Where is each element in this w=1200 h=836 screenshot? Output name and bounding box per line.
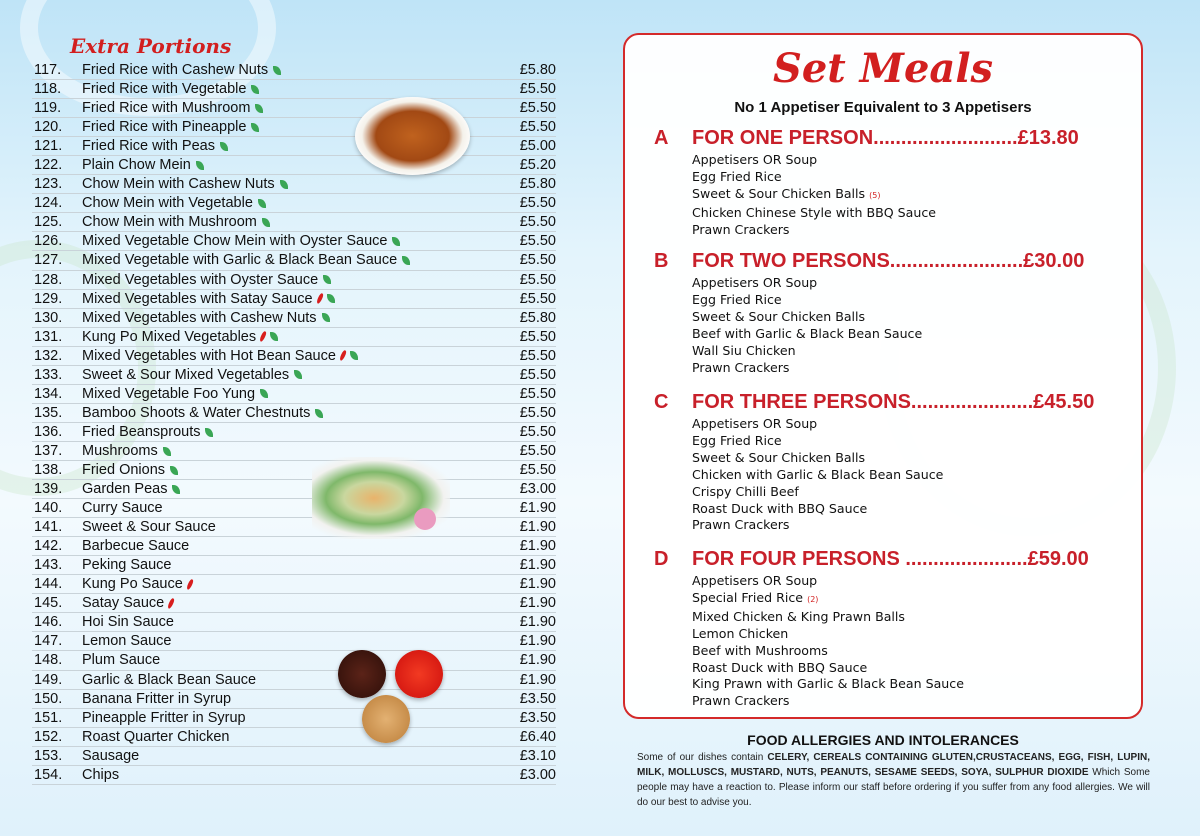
- item-number: 150.: [34, 690, 63, 707]
- menu-item-row: [32, 766, 556, 785]
- item-price: £1.90: [519, 652, 556, 669]
- item-price: £3.00: [519, 766, 556, 783]
- item-price: £1.90: [519, 633, 556, 650]
- item-name: [82, 710, 512, 726]
- item-name: [82, 348, 512, 364]
- meal-item-text: Special Fried Rice: [692, 589, 804, 605]
- item-name-text: Fried Beansprouts: [82, 423, 201, 440]
- item-name: [82, 748, 512, 764]
- leaf-icon: [170, 466, 178, 475]
- menu-item-row: [32, 461, 556, 480]
- leaf-icon: [196, 161, 204, 170]
- meal-letter: D: [654, 548, 669, 570]
- item-name: [82, 424, 512, 440]
- menu-item-row: [32, 499, 556, 518]
- menu-item-row: [32, 175, 556, 194]
- item-number: 128.: [34, 271, 63, 288]
- item-name: [82, 272, 512, 288]
- item-number: 138.: [34, 462, 63, 478]
- meal-heading: FOR FOUR PERSONS ......................£59.00: [692, 548, 1089, 570]
- menu-item-row: [32, 632, 556, 651]
- menu-item-row: [32, 747, 556, 766]
- meal-item: [692, 169, 936, 186]
- item-name-text: Mixed Vegetable Chow Mein with Oyster Sauce: [82, 233, 388, 250]
- meal-heading: FOR TWO PERSONS........................£30.00: [692, 250, 1085, 272]
- item-price: £5.50: [519, 195, 556, 212]
- item-number: 132.: [34, 347, 63, 364]
- meal-item-text: Appetisers OR Soup: [692, 152, 818, 167]
- item-name: [82, 767, 512, 783]
- item-number: 149.: [34, 671, 63, 688]
- meal-item-text: Chicken with Garlic & Black Bean Sauce: [692, 466, 944, 482]
- extra-portions-title: Extra Portions: [70, 34, 232, 58]
- item-name: [82, 81, 512, 97]
- item-name-text: Mixed Vegetables with Satay Sauce: [82, 290, 313, 307]
- item-name: [82, 557, 512, 573]
- leaf-icon: [262, 218, 270, 227]
- menu-item-row: [32, 137, 556, 156]
- meal-item-text: King Prawn with Garlic & Black Bean Sauce: [692, 676, 964, 692]
- menu-item-row: [32, 575, 556, 594]
- meal-item-text: Mixed Chicken & King Prawn Balls: [692, 608, 905, 624]
- menu-item-row: [32, 480, 556, 499]
- item-number: 129.: [34, 290, 63, 307]
- item-name-text: Fried Rice with Peas: [82, 138, 215, 155]
- item-name: [82, 386, 512, 402]
- item-name-text: Mixed Vegetables with Hot Bean Sauce: [82, 347, 336, 364]
- meal-item: [692, 590, 964, 609]
- menu-item-row: [32, 613, 556, 632]
- item-number: 118.: [34, 81, 62, 98]
- meal-item-text: Prawn Crackers: [692, 359, 790, 375]
- item-name: [82, 310, 512, 326]
- sweet-sour-sauce-photo: [395, 650, 443, 698]
- item-name-text: Mixed Vegetable with Garlic & Black Bean Sauce: [82, 252, 398, 269]
- item-name-text: Sweet & Sour Mixed Vegetables: [82, 366, 290, 383]
- item-number: 144.: [34, 576, 63, 593]
- menu-item-row: [32, 61, 556, 80]
- item-number: 126.: [34, 233, 63, 250]
- menu-item-row: [32, 518, 556, 537]
- meal-item: [692, 450, 943, 467]
- item-name-text: Mixed Vegetables with Cashew Nuts: [82, 309, 317, 326]
- item-price: £1.90: [519, 671, 556, 688]
- garnish-flower-photo: [414, 508, 436, 530]
- item-price: £1.90: [519, 595, 556, 612]
- item-price: £5.50: [519, 252, 556, 269]
- item-name-text: Fried Onions: [82, 462, 166, 478]
- menu-item-row: [32, 118, 556, 137]
- item-name-text: Roast Quarter Chicken: [82, 728, 230, 745]
- item-number: 122.: [34, 157, 63, 174]
- item-name-text: Lemon Sauce: [82, 633, 172, 650]
- meal-item-text: Lemon Chicken: [692, 625, 789, 641]
- item-name-text: Fried Rice with Cashew Nuts: [82, 62, 269, 79]
- leaf-icon: [315, 409, 323, 418]
- leaf-icon: [350, 351, 358, 360]
- menu-item-row: [32, 251, 556, 270]
- item-number: 131.: [34, 328, 63, 345]
- item-number: 130.: [34, 309, 63, 326]
- leaf-icon: [220, 142, 228, 151]
- leaf-icon: [392, 237, 400, 246]
- allergy-text-suffix: Which Some people may have a reaction to. Please inform our staff before ordering if you suffer from any food allergies. We will do our best to advise you.: [637, 767, 1150, 808]
- meal-heading: FOR ONE PERSON..........................£13.80: [692, 127, 1079, 149]
- item-price: £6.40: [519, 728, 556, 745]
- chow-mein-photo: [355, 97, 470, 175]
- item-number: 154.: [34, 766, 63, 783]
- leaf-icon: [402, 256, 410, 265]
- chilli-icon: [315, 293, 323, 305]
- extra-portions-list: [32, 61, 556, 785]
- item-name-text: Bamboo Shoots & Water Chestnuts: [82, 404, 311, 421]
- item-number: 124.: [34, 195, 63, 212]
- item-price: £5.50: [519, 100, 556, 117]
- item-number: 135.: [34, 404, 63, 421]
- item-name-text: Plum Sauce: [82, 652, 161, 669]
- item-name-text: Garlic & Black Bean Sauce: [82, 671, 257, 688]
- item-price: £1.90: [519, 519, 556, 536]
- item-name: [82, 672, 512, 688]
- meal-letter: A: [654, 127, 669, 149]
- item-name: [82, 405, 512, 421]
- meal-item: [692, 205, 936, 222]
- item-price: £5.50: [519, 366, 556, 383]
- item-name-text: Garden Peas: [82, 481, 168, 498]
- item-price: £3.00: [519, 481, 556, 498]
- item-name: [82, 62, 512, 78]
- meal-item-text: Crispy Chilli Beef: [692, 483, 799, 499]
- menu-item-row: [32, 194, 556, 213]
- meal-item-text: Prawn Crackers: [692, 693, 790, 709]
- item-name-text: Chow Mein with Cashew Nuts: [82, 176, 275, 193]
- item-name-text: Peking Sauce: [82, 557, 172, 574]
- meal-item: [692, 660, 964, 677]
- menu-item-row: [32, 99, 556, 118]
- menu-item-row: [32, 213, 556, 232]
- allergy-title: FOOD ALLERGIES AND INTOLERANCES: [747, 732, 1019, 748]
- item-price: £1.90: [519, 500, 556, 517]
- meal-item-text: Wall Siu Chicken: [692, 342, 796, 358]
- item-name-text: Plain Chow Mein: [82, 157, 191, 174]
- item-number: 120.: [34, 119, 63, 136]
- item-price: £5.80: [519, 62, 556, 79]
- leaf-icon: [273, 66, 281, 75]
- item-price: £5.50: [519, 81, 556, 98]
- item-name-text: Sweet & Sour Sauce: [82, 519, 216, 536]
- meal-item-text: Appetisers OR Soup: [692, 416, 818, 431]
- item-number: 121.: [34, 138, 63, 155]
- item-number: 151.: [34, 709, 63, 726]
- item-price: £5.50: [519, 385, 556, 402]
- item-price: £3.10: [519, 747, 556, 764]
- item-name: [82, 195, 512, 211]
- item-name-text: Satay Sauce: [82, 595, 165, 612]
- item-name: [82, 252, 512, 268]
- item-name-text: Fried Rice with Mushroom: [82, 100, 251, 117]
- meal-item: [692, 467, 943, 484]
- leaf-icon: [255, 104, 263, 113]
- item-number: 145.: [34, 595, 63, 612]
- meal-item: [692, 693, 964, 710]
- chilli-icon: [259, 331, 267, 343]
- item-price: £5.80: [519, 176, 556, 193]
- item-number: 141.: [34, 519, 63, 536]
- item-name-text: Mixed Vegetable Foo Yung: [82, 385, 256, 402]
- item-price: £5.50: [519, 290, 556, 307]
- menu-item-row: [32, 423, 556, 442]
- menu-item-row: [32, 671, 556, 690]
- menu-item-row: [32, 442, 556, 461]
- meal-item: [692, 275, 922, 292]
- meal-item: [692, 573, 964, 590]
- item-number: 139.: [34, 481, 63, 498]
- meal-letter: B: [654, 250, 669, 272]
- item-name-text: Curry Sauce: [82, 500, 163, 517]
- item-price: £5.50: [519, 328, 556, 345]
- meal-item: [692, 222, 936, 239]
- meal-item: [692, 676, 964, 693]
- meal-item-text: Beef with Mushrooms: [692, 642, 828, 658]
- meal-item: [692, 326, 922, 343]
- item-price: £5.50: [519, 119, 556, 136]
- item-price: £5.50: [519, 271, 556, 288]
- meal-item-text: Beef with Garlic & Black Bean Sauce: [692, 325, 923, 341]
- item-name-text: Sausage: [82, 747, 140, 764]
- item-name: [82, 367, 512, 383]
- meal-items: [692, 152, 936, 239]
- item-name-text: Kung Po Sauce: [82, 576, 183, 593]
- meal-item-text: Egg Fried Rice: [692, 291, 782, 307]
- item-name-text: Fried Rice with Pineapple: [82, 119, 247, 136]
- meal-item-note: (5): [869, 190, 881, 200]
- item-name: [82, 214, 512, 230]
- meal-heading: FOR THREE PERSONS......................£45.50: [692, 391, 1095, 413]
- item-name: [82, 633, 512, 649]
- item-price: £1.90: [519, 576, 556, 593]
- leaf-icon: [258, 199, 266, 208]
- meal-item-text: Egg Fried Rice: [692, 432, 782, 448]
- item-name-text: Fried Rice with Vegetable: [82, 81, 247, 98]
- meal-item-text: Roast Duck with BBQ Sauce: [692, 500, 868, 516]
- leaf-icon: [251, 85, 259, 94]
- meal-item: [692, 152, 936, 169]
- item-number: 148.: [34, 652, 63, 669]
- set-meals-panel: [623, 33, 1143, 719]
- meal-item: [692, 501, 943, 518]
- meal-item-text: Roast Duck with BBQ Sauce: [692, 659, 868, 675]
- meal-item-text: Appetisers OR Soup: [692, 275, 818, 290]
- meal-items: [692, 416, 943, 534]
- item-name: [82, 691, 512, 707]
- item-number: 123.: [34, 176, 63, 193]
- meal-item: [692, 186, 936, 205]
- item-name-text: Chow Mein with Mushroom: [82, 214, 257, 231]
- meal-item-note: (2): [807, 594, 819, 604]
- menu-item-row: [32, 385, 556, 404]
- item-name-text: Hoi Sin Sauce: [82, 614, 174, 631]
- item-number: 117.: [34, 62, 62, 79]
- item-number: 134.: [34, 385, 63, 402]
- item-price: £5.00: [519, 138, 556, 155]
- menu-item-row: [32, 690, 556, 709]
- allergy-text-prefix: Some of our dishes contain: [637, 752, 768, 763]
- menu-item-row: [32, 651, 556, 670]
- curry-sauce-photo: [362, 695, 410, 743]
- chilli-icon: [339, 350, 347, 362]
- leaf-icon: [294, 370, 302, 379]
- item-name: [82, 729, 512, 745]
- menu-item-row: [32, 232, 556, 251]
- meal-items: [692, 573, 964, 710]
- item-name: [82, 576, 512, 592]
- meal-items: [692, 275, 922, 376]
- item-name-text: Chow Mein with Vegetable: [82, 195, 253, 212]
- set-meals-title: Set Meals: [772, 45, 994, 92]
- meal-item-text: Chicken Chinese Style with BBQ Sauce: [692, 204, 937, 220]
- meal-item: [692, 626, 964, 643]
- menu-item-row: [32, 537, 556, 556]
- item-name-text: Mushrooms: [82, 442, 158, 459]
- meal-item: [692, 433, 943, 450]
- item-number: 146.: [34, 614, 63, 631]
- item-number: 119.: [34, 100, 62, 117]
- menu-item-row: [32, 404, 556, 423]
- item-number: 127.: [34, 252, 63, 269]
- item-name: [82, 614, 512, 630]
- meal-item: [692, 517, 943, 534]
- item-name-text: Pineapple Fritter in Syrup: [82, 709, 246, 726]
- meal-item: [692, 343, 922, 360]
- allergy-notice: [637, 750, 1150, 810]
- leaf-icon: [172, 485, 180, 494]
- item-number: 152.: [34, 728, 63, 745]
- item-name: [82, 233, 512, 249]
- menu-item-row: [32, 290, 556, 309]
- item-price: £5.50: [519, 442, 556, 459]
- meal-item: [692, 309, 922, 326]
- meal-item-text: Egg Fried Rice: [692, 168, 782, 184]
- item-name-text: Kung Po Mixed Vegetables: [82, 328, 257, 345]
- chilli-icon: [167, 598, 175, 610]
- menu-item-row: [32, 156, 556, 175]
- menu-item-row: [32, 328, 556, 347]
- leaf-icon: [205, 428, 213, 437]
- item-name-text: Barbecue Sauce: [82, 538, 190, 555]
- item-name: [82, 595, 512, 611]
- menu-item-row: [32, 728, 556, 747]
- item-name: [82, 538, 512, 554]
- item-number: 140.: [34, 500, 63, 517]
- item-name: [82, 329, 512, 345]
- item-price: £5.20: [519, 157, 556, 174]
- item-name: [82, 291, 512, 307]
- item-name: [82, 176, 512, 192]
- menu-item-row: [32, 271, 556, 290]
- item-price: £1.90: [519, 538, 556, 555]
- item-name-text: Chips: [82, 766, 120, 783]
- meal-item: [692, 609, 964, 626]
- leaf-icon: [280, 180, 288, 189]
- allergen-list: CELERY, CEREALS CONTAINING GLUTEN,CRUSTACEANS, EGG, FISH, LUPIN, MILK, MOLLUSCS, MUSTARD, NUTS, PEANUTS, SESAME SEEDS, SOYA, SULPHUR DIOXIDE: [637, 752, 1150, 778]
- item-name-text: Banana Fritter in Syrup: [82, 690, 232, 707]
- leaf-icon: [260, 389, 268, 398]
- item-number: 133.: [34, 366, 63, 383]
- item-number: 147.: [34, 633, 63, 650]
- item-price: £5.50: [519, 214, 556, 231]
- leaf-icon: [163, 447, 171, 456]
- item-price: £5.50: [519, 462, 556, 478]
- meal-item: [692, 360, 922, 377]
- item-price: £5.50: [519, 347, 556, 364]
- menu-item-row: [32, 347, 556, 366]
- leaf-icon: [322, 313, 330, 322]
- item-number: 143.: [34, 557, 63, 574]
- item-number: 125.: [34, 214, 63, 231]
- menu-item-row: [32, 309, 556, 328]
- black-bean-sauce-photo: [338, 650, 386, 698]
- item-number: 137.: [34, 442, 63, 459]
- menu-item-row: [32, 594, 556, 613]
- item-number: 153.: [34, 747, 63, 764]
- menu-item-row: [32, 366, 556, 385]
- item-name: [82, 443, 512, 459]
- leaf-icon: [270, 332, 278, 341]
- item-price: £5.50: [519, 423, 556, 440]
- item-price: £5.50: [519, 233, 556, 250]
- meal-item-text: Sweet & Sour Chicken Balls: [692, 185, 866, 201]
- leaf-icon: [327, 294, 335, 303]
- item-price: £3.50: [519, 690, 556, 707]
- meal-item: [692, 484, 943, 501]
- item-price: £1.90: [519, 557, 556, 574]
- item-price: £3.50: [519, 709, 556, 726]
- menu-item-row: [32, 556, 556, 575]
- chilli-icon: [186, 579, 194, 591]
- meal-letter: C: [654, 391, 669, 413]
- meal-item: [692, 292, 922, 309]
- meal-item-text: Prawn Crackers: [692, 221, 790, 237]
- menu-item-row: [32, 709, 556, 728]
- meal-item-text: Prawn Crackers: [692, 517, 790, 533]
- item-price: £5.80: [519, 309, 556, 326]
- item-number: 142.: [34, 538, 63, 555]
- item-price: £1.90: [519, 614, 556, 631]
- meal-item-text: Sweet & Sour Chicken Balls: [692, 449, 866, 465]
- meal-item: [692, 416, 943, 433]
- meal-item-text: Sweet & Sour Chicken Balls: [692, 308, 866, 324]
- set-meals-subtitle: No 1 Appetiser Equivalent to 3 Appetisers: [734, 99, 1032, 116]
- item-name: [82, 652, 512, 668]
- item-name-text: Mixed Vegetables with Oyster Sauce: [82, 271, 319, 288]
- leaf-icon: [251, 123, 259, 132]
- meal-item-text: Appetisers OR Soup: [692, 573, 818, 588]
- leaf-icon: [323, 275, 331, 284]
- item-price: £5.50: [519, 404, 556, 421]
- item-number: 136.: [34, 423, 63, 440]
- menu-item-row: [32, 80, 556, 99]
- meal-item: [692, 643, 964, 660]
